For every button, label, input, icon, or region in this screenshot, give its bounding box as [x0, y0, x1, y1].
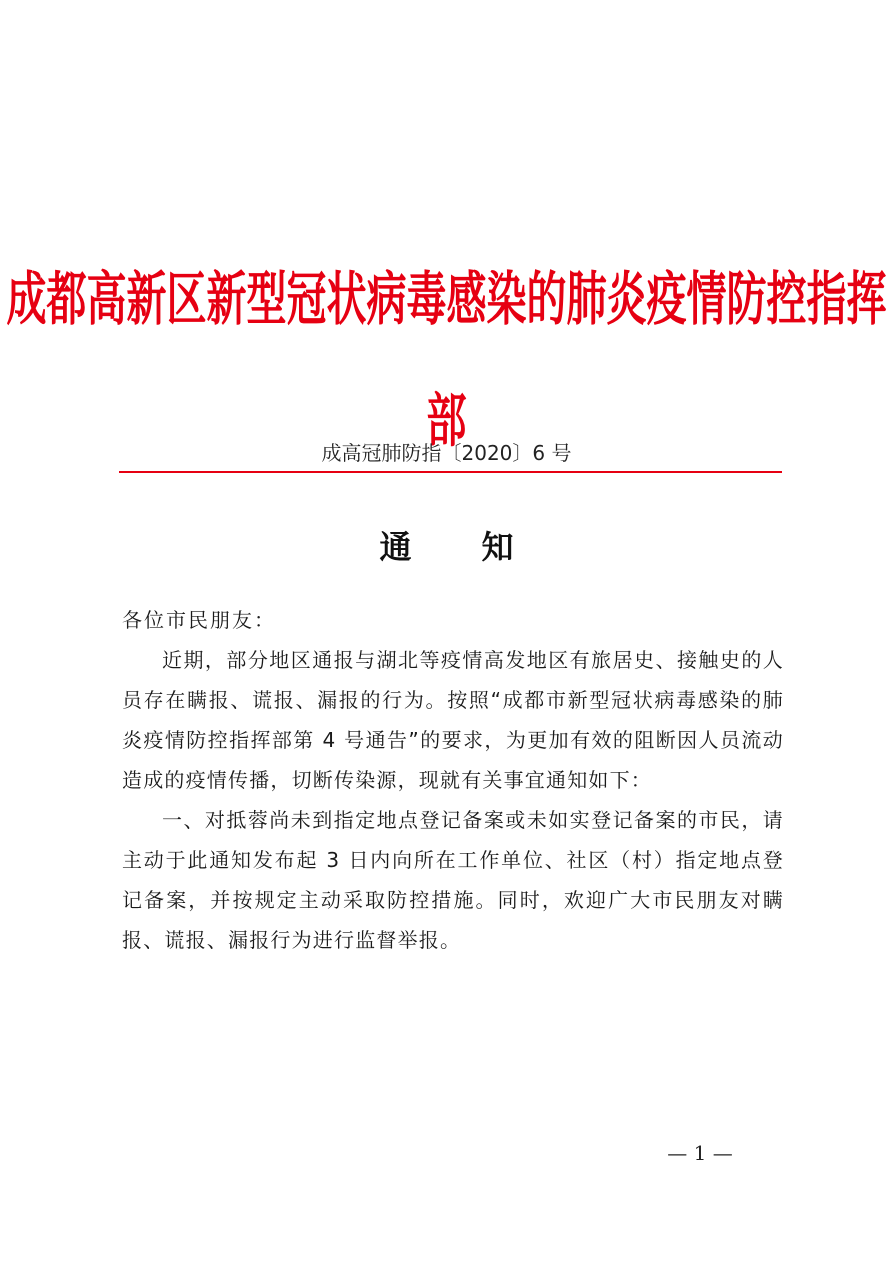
page-number: — 1 — [667, 1141, 733, 1165]
body-paragraph-2: 一、对抵蓉尚未到指定地点登记备案或未如实登记备案的市民，请主动于此通知发布起 3 日内向所在工作单位、社区（村）指定地点登记备案，并按规定主动采取防控措施。同时，欢迎广大市民朋友对瞒报、谎报、漏报行为进行监督举报。 [122, 808, 784, 952]
salutation: 各位市民朋友： [122, 608, 276, 632]
document-number: 成高冠肺防指〔2020〕6 号 [321, 441, 572, 465]
body-paragraph-1: 近期，部分地区通报与湖北等疫情高发地区有旅居史、接触史的人员存在瞒报、谎报、漏报的行为。按照“成都市新型冠状病毒感染的肺炎疫情防控指挥部第 4 号通告”的要求，为更加有效的阻断因人员流动造成的疫情传播，切断传染源，现就有关事宜通知如下： [122, 648, 784, 792]
issuing-authority-title: 成都高新区新型冠状病毒感染的肺炎疫情防控指挥部 [6, 265, 887, 456]
notice-title: 通知 [379, 528, 584, 566]
notice-body [122, 600, 784, 960]
red-divider-line [119, 471, 782, 473]
